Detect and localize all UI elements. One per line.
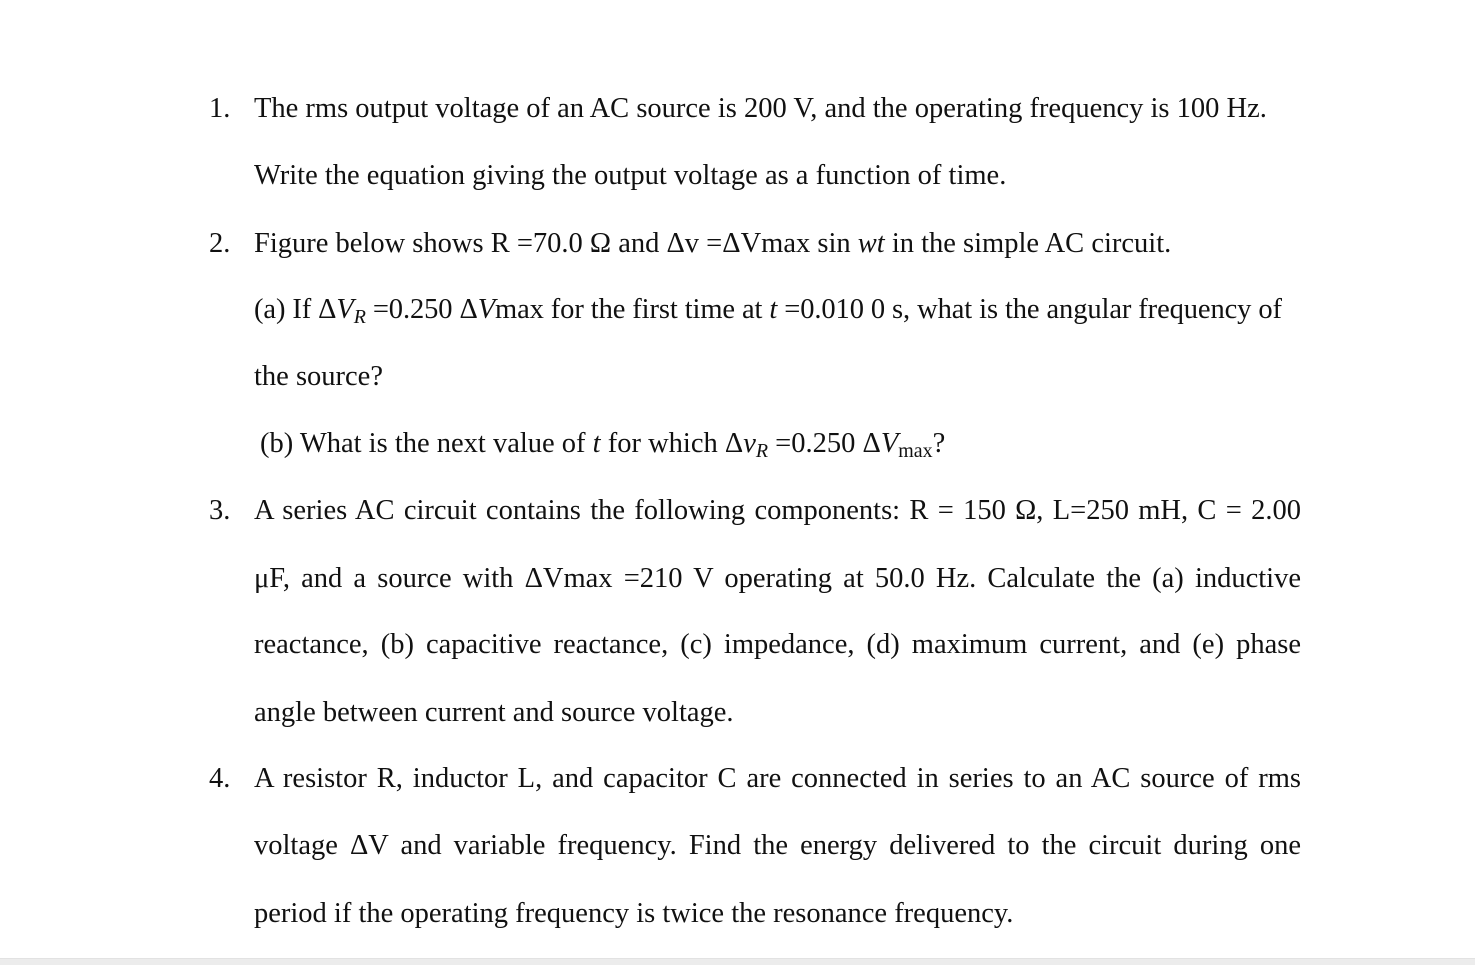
item-1-line-1: The rms output voltage of an AC source is 200 V, and the operating frequency is 100 Hz. [254,93,1267,124]
item-4-line-2: voltage ΔV and variable frequency. Find the energy delivered to the circuit during one [254,830,1301,861]
item-2-number: 2. [209,228,231,259]
item-3-line-1: A series AC circuit contains the following components: R = 150 Ω, L=250 mH, C = 2.00 [254,495,1301,526]
item-2-part-a-line-1: (a) If $\Delta V_R =0.250$ ΔVmax for the first time at t =0.010 0 s, what is the angular frequency of [254,294,1282,328]
item-3-line-2: μF, and a source with ΔVmax =210 V operating at 50.0 Hz. Calculate the (a) inductive [254,563,1301,594]
item-2-line-1: Figure below shows R =70.0 Ω and Δv =ΔVmax sin wt in the simple AC circuit. [254,228,1172,259]
item-4-line-1: A resistor R, inductor L, and capacitor C are connected in series to an AC source of rms [254,763,1301,794]
item-1-number: 1. [209,93,231,124]
item-1-line-2: Write the equation giving the output voltage as a function of time. [254,160,1007,191]
item-4-number: 4. [209,763,231,794]
item-2-part-b: (b) What is the next value of t for which $\Delta v_R =0.250$ $\Delta V_{max}$? [260,428,946,462]
item-3-line-4: angle between current and source voltage. [254,697,734,728]
item-2-part-a-line-2: the source? [254,361,383,392]
item-4-line-3: period if the operating frequency is twice the resonance frequency. [254,898,1014,929]
item-3-number: 3. [209,495,231,526]
item-3-line-3: reactance, (b) capacitive reactance, (c) impedance, (d) maximum current, and (e) phase [254,629,1301,660]
